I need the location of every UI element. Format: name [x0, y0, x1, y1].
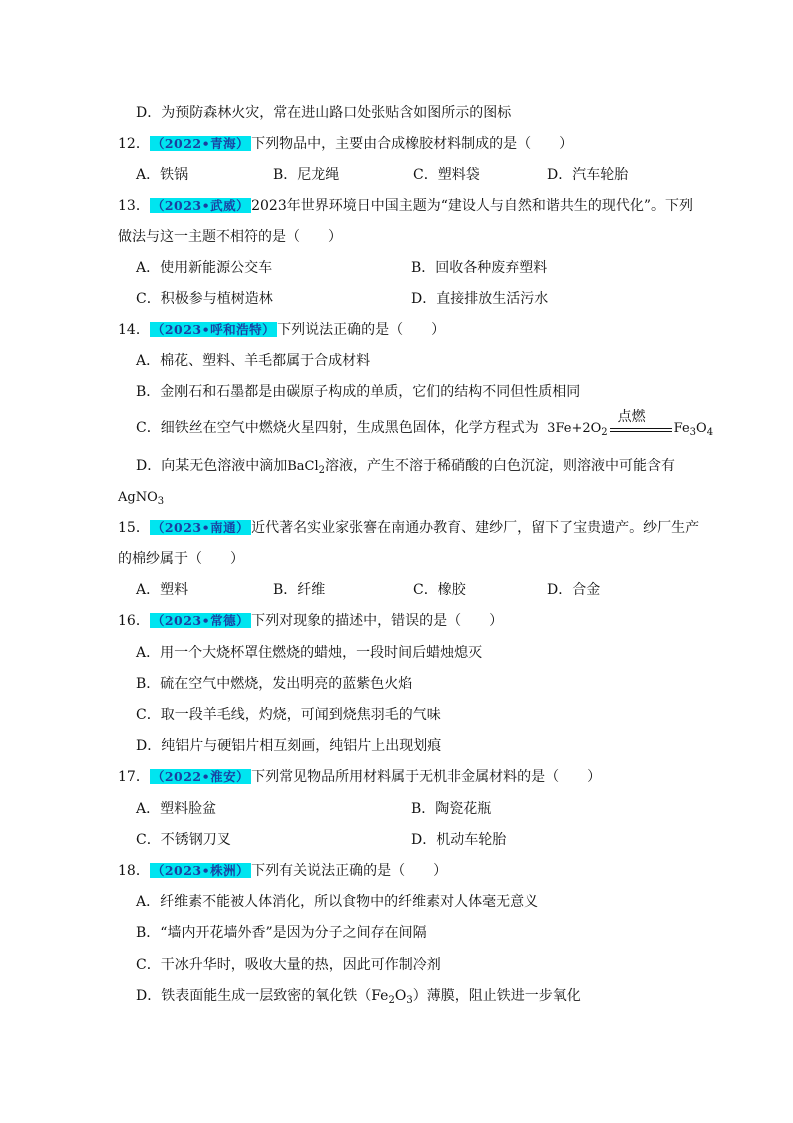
q17-option-b: B．陶瓷花瓶	[411, 801, 492, 817]
question-stem: 下列常见物品所用材料属于无机非金属材料的是（ ）	[251, 769, 602, 785]
q15-option-b: B．纤维	[273, 582, 326, 598]
question-stem: 下列有关说法正确的是（ ）	[251, 863, 448, 879]
q16-option-a: A．用一个大烧杯罩住燃烧的蜡烛，一段时间后蜡烛熄灭	[136, 645, 483, 661]
formula-subscript: 2	[388, 995, 395, 1006]
option-text: D．向某无色溶液中滴加	[136, 458, 288, 474]
question-stem: 近代著名实业家张謇在南通办教育、建纱厂，留下了宝贵遗产。纱厂生产	[251, 520, 700, 536]
formula: BaCl	[287, 459, 319, 474]
q14-option-c	[136, 409, 714, 438]
eq-subscript: 3	[689, 427, 697, 438]
question-number: 16．	[118, 613, 150, 629]
reaction-arrow	[610, 409, 672, 439]
reaction-condition: 点燃	[617, 409, 646, 425]
question-stem: 下列说法正确的是（ ）	[277, 322, 446, 338]
q17-option-d: D．机动车轮胎	[411, 832, 507, 848]
q12-option-b: B．尼龙绳	[273, 167, 340, 183]
question-stem: 下列对现象的描述中，错误的是（ ）	[251, 613, 504, 629]
question-stem: 2023年世界环境日中国主题为“建设人与自然和谐共生的现代化”。下列	[251, 198, 694, 214]
source-tag: （2023•株洲）	[151, 863, 250, 878]
q18-option-d	[136, 986, 581, 1006]
eq-subscript: 2	[601, 427, 608, 438]
q12-stem-line	[118, 134, 573, 154]
q16-option-d: D．纯铝片与硬铝片相互刻画，纯铝片上出现划痕	[136, 738, 442, 754]
eq-reactants: 3Fe+2O	[547, 421, 602, 436]
q12-option-d: D．汽车轮胎	[547, 167, 629, 183]
formula: O	[394, 988, 407, 1004]
q13-stem-line-2: 做法与这一主题不相符的是（ ）	[118, 229, 342, 245]
question-number: 13．	[118, 198, 150, 214]
q15-stem-line-2: 的棉纱属于（ ）	[118, 551, 244, 567]
q17-option-c: C．不锈钢刀叉	[136, 832, 231, 848]
q14-option-d-cont	[118, 487, 164, 507]
formula-subscript: 3	[157, 496, 165, 507]
q17-option-a: A．塑料脸盆	[136, 801, 217, 817]
q18-option-a: A．纤维素不能被人体消化，所以食物中的纤维素对人体毫无意义	[136, 894, 539, 910]
source-tag: （2023•常德）	[151, 613, 250, 628]
q18-option-c: C．干冰升华时，吸收大量的热，因此可作制冷剂	[136, 957, 441, 973]
q14-option-b: B．金刚石和石墨都是由碳原子构成的单质，它们的结构不同但性质相同	[136, 384, 581, 400]
source-tag: （2023•呼和浩特）	[151, 322, 276, 337]
option-text: C．细铁丝在空气中燃烧火星四射，生成黑色固体，化学方程式为	[136, 420, 539, 436]
q13-option-a: A．使用新能源公交车	[136, 260, 273, 276]
q14-option-a: A．棉花、塑料、羊毛都属于合成材料	[136, 353, 371, 369]
option-text: D．铁表面能生成一层致密的氧化铁（Fe	[136, 988, 389, 1004]
question-number: 18．	[118, 863, 150, 879]
q15-option-d: D．合金	[547, 582, 601, 598]
option-text: 溶液，产生不溶于稀硝酸的白色沉淀，则溶液中可能含有	[325, 458, 676, 474]
q15-stem-line	[118, 518, 699, 538]
eq-product-o: O	[696, 421, 707, 436]
q13-stem-line	[118, 196, 693, 216]
source-tag: （2022•青海）	[151, 136, 250, 151]
q12-option-c: C．塑料袋	[413, 167, 480, 183]
chemical-equation	[547, 409, 714, 439]
eq-subscript: 4	[706, 427, 714, 438]
eq-product: Fe	[673, 421, 690, 436]
formula: AgNO	[118, 490, 158, 505]
q18-option-b: B．“墙内开花墙外香”是因为分子之间存在间隔	[136, 925, 427, 941]
q14-stem-line	[118, 320, 445, 340]
formula-subscript: 3	[406, 995, 413, 1006]
question-number: 15．	[118, 520, 150, 536]
q13-option-c: C．积极参与植树造林	[136, 291, 273, 307]
option-text: ）薄膜，阻止铁进一步氧化	[412, 988, 581, 1004]
q15-option-a: A．塑料	[136, 582, 189, 598]
q11-option-d: D．为预防森林火灾，常在进山路口处张贴含如图所示的图标	[136, 105, 512, 121]
q16-option-b: B．硫在空气中燃烧，发出明亮的蓝紫色火焰	[136, 676, 413, 692]
q17-stem-line	[118, 767, 601, 787]
question-number: 17．	[118, 769, 150, 785]
q16-stem-line	[118, 611, 503, 631]
source-tag: （2023•武威）	[151, 198, 250, 213]
source-tag: （2023•南通）	[151, 520, 250, 535]
question-stem: 下列物品中，主要由合成橡胶材料制成的是（ ）	[251, 136, 574, 152]
question-number: 12．	[118, 136, 150, 152]
q14-option-d	[136, 456, 675, 476]
source-tag: （2022•淮安）	[151, 769, 250, 784]
q12-option-a: A．铁锅	[136, 167, 189, 183]
q13-option-d: D．直接排放生活污水	[411, 291, 549, 307]
q18-stem-line	[118, 861, 447, 881]
q15-option-c: C．橡胶	[413, 582, 466, 598]
q13-option-b: B．回收各种废弃塑料	[411, 260, 548, 276]
question-number: 14．	[118, 322, 150, 338]
q16-option-c: C．取一段羊毛线，灼烧，可闻到烧焦羽毛的气味	[136, 707, 441, 723]
formula-subscript: 2	[318, 465, 326, 476]
